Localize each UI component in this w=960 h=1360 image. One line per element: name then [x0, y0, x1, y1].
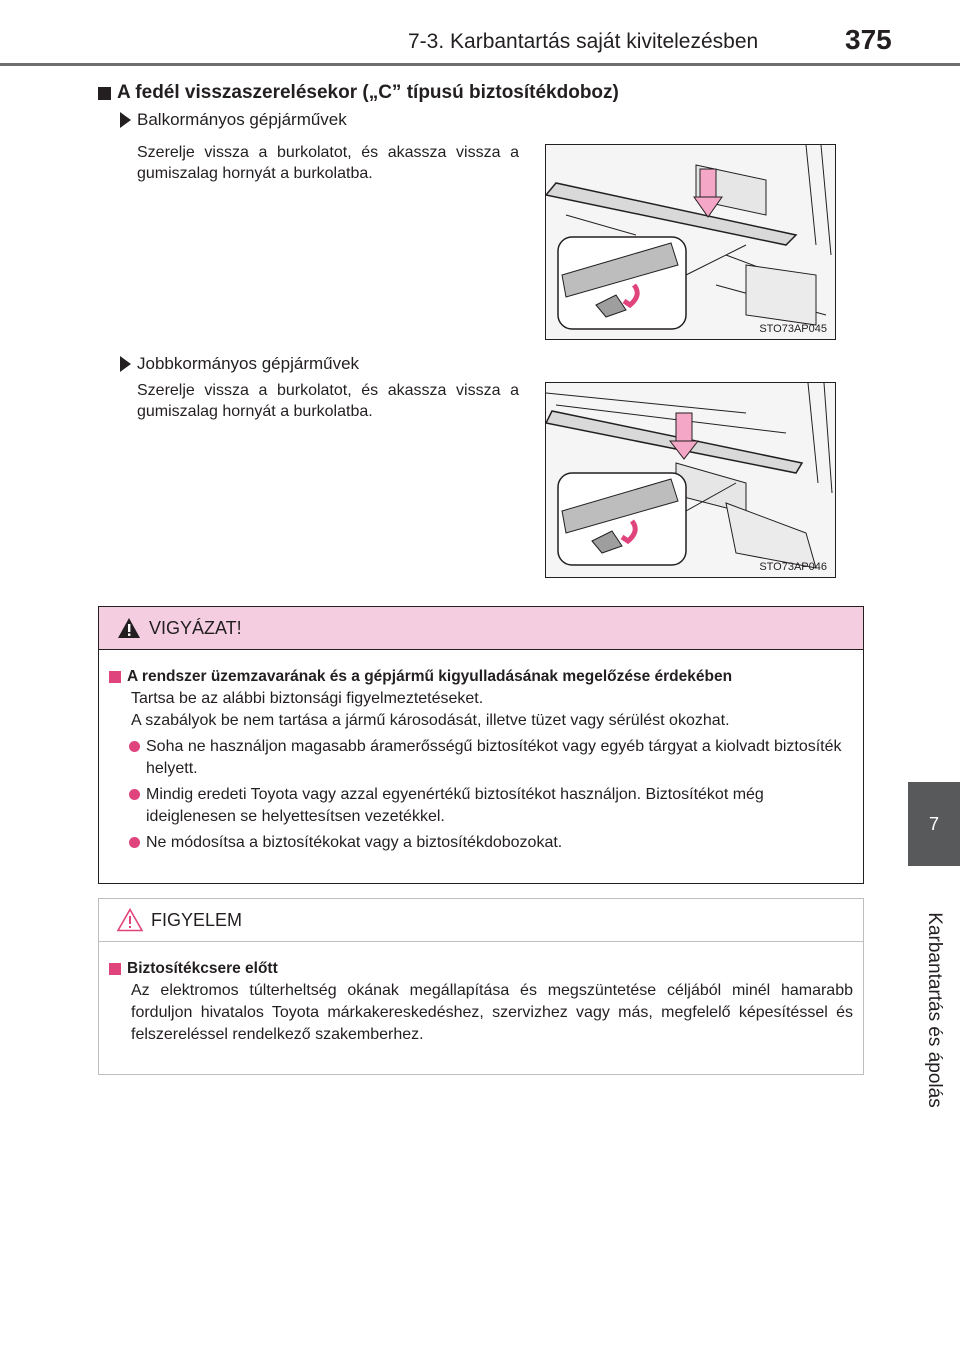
circle-bullet-icon: [129, 837, 140, 848]
header-rule: [0, 63, 960, 66]
engine-bay-illustration: [546, 383, 835, 577]
engine-bay-illustration: [546, 145, 835, 339]
notice-heading-text: Biztosítékcsere előtt: [127, 960, 278, 977]
warning-bullet-text: Mindig eredeti Toyota vagy azzal egyenértékű biztosítékot használjon. Biztosítékot még ideiglenesen se helyettesítsen vezetékkel.: [146, 786, 764, 825]
square-bullet-icon: [109, 963, 121, 975]
warning-bullet-text: Ne módosítsa a biztosítékokat vagy a biztosítékdobozokat.: [146, 834, 563, 851]
item-title-text: Balkormányos gépjárművek: [137, 110, 347, 129]
figure-code: STO73AP046: [759, 561, 827, 573]
warning-intro-1: Tartsa be az alábbi biztonsági figyelmeztetéseket.: [131, 690, 484, 707]
warning-intro-2: A szabályok be nem tartása a jármű károsodását, illetve tüzet vagy sérülést okozhat.: [131, 712, 730, 729]
warning-heading: [109, 666, 853, 688]
warning-bullet: [109, 832, 853, 854]
warning-bullet-text: Soha ne használjon magasabb áramerősségű biztosítékot vagy egyéb tárgyat a kiolvadt biztosíték helyett.: [146, 738, 842, 777]
circle-bullet-icon: [129, 789, 140, 800]
warning-title: VIGYÁZAT!: [149, 617, 242, 638]
notice-body: [99, 942, 863, 1046]
notice-triangle-icon: [117, 908, 143, 932]
item-title-lhd: [120, 110, 347, 130]
warning-heading-text: A rendszer üzemzavarának és a gépjármű kigyulladásának megelőzése érdekében: [127, 668, 733, 685]
warning-body: [99, 650, 863, 854]
notice-heading: [109, 958, 853, 980]
square-bullet-icon: [109, 671, 121, 683]
notice-title: FIGYELEM: [151, 909, 243, 930]
circle-bullet-icon: [129, 741, 140, 752]
square-bullet-icon: [98, 87, 111, 100]
warning-bullet: [109, 736, 853, 780]
figure-lhd: [545, 144, 836, 340]
item-title-text: Jobbkormányos gépjárművek: [137, 354, 360, 373]
chapter-number: 7: [928, 813, 939, 834]
triangle-bullet-icon: [120, 356, 131, 372]
section-heading-text: A fedél visszaszerelésekor („C” típusú biztosítékdoboz): [117, 82, 619, 103]
figure-code: STO73AP045: [759, 323, 827, 335]
warning-triangle-icon: [117, 617, 141, 639]
chapter-label: Karbantartás és ápolás: [924, 912, 945, 1108]
figure-rhd: [545, 382, 836, 578]
page-number: 375: [845, 24, 892, 55]
notice-text: Az elektromos túlterheltség okának megállapítása és megszüntetése céljából minél hamarabb forduljon hivatalos Toyota márkakereskedéshez, szervizhez vagy más, megfelelő képesítéssel és felszereléssel rendelkező szakemberhez.: [131, 982, 853, 1043]
section-title: 7-3. Karbantartás saját kivitelezésben: [408, 30, 759, 53]
warning-box: [98, 606, 864, 884]
warning-header: [99, 607, 863, 650]
chapter-tab: [908, 782, 960, 866]
warning-bullet: [109, 784, 853, 828]
item-title-rhd: [120, 354, 359, 374]
item-description: Szerelje vissza a burkolatot, és akassza vissza a gumiszalag hornyát a burkolatba.: [137, 382, 519, 420]
triangle-bullet-icon: [120, 112, 131, 128]
section-heading: [98, 82, 619, 104]
item-description: Szerelje vissza a burkolatot, és akassza vissza a gumiszalag hornyát a burkolatba.: [137, 144, 519, 182]
notice-header: [99, 899, 863, 942]
notice-box: [98, 898, 864, 1075]
